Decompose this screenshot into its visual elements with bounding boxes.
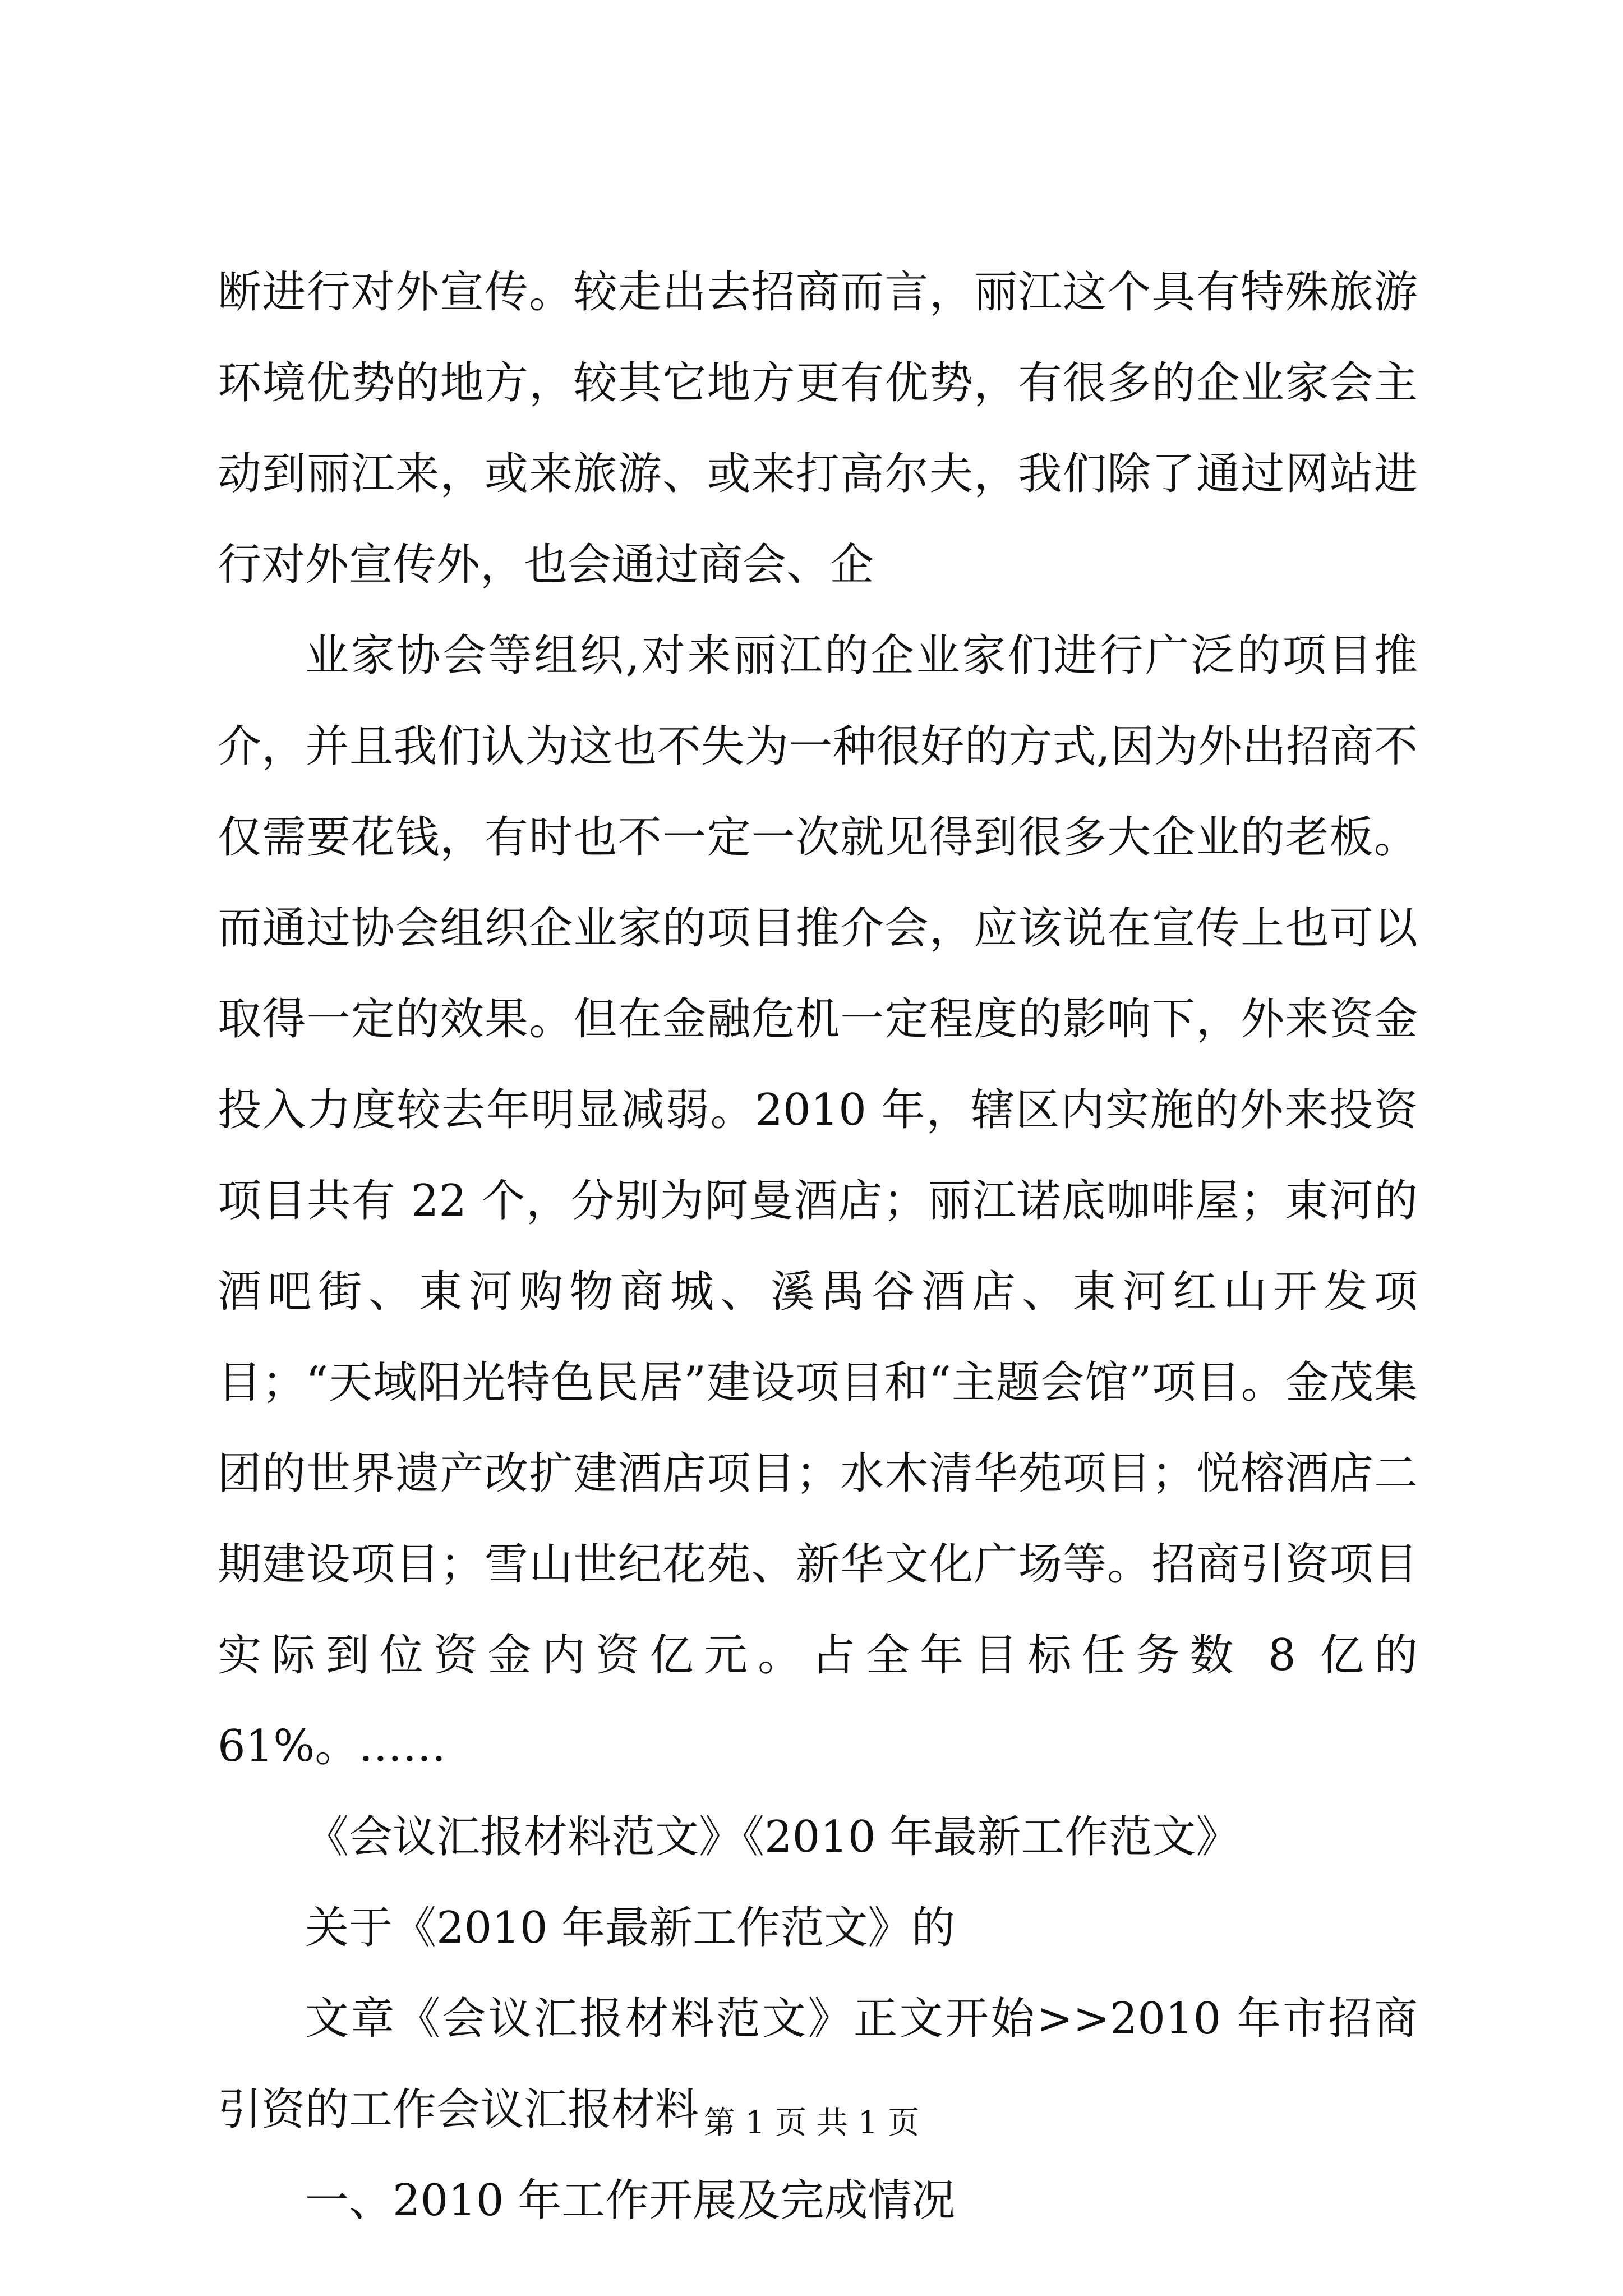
paragraph: 关于《2010 年最新工作范文》的 (305, 1903, 956, 1953)
section-heading: 一、2010 年工作开展及完成情况 (305, 2175, 956, 2226)
paragraph: 文章《会议汇报材料范文》正文开始>>2010 年市招商引资的工作会议汇报材料 (218, 1994, 1418, 2135)
paragraph: 《会议汇报材料范文》《2010 年最新工作范文》 (305, 1812, 1240, 1862)
document-body (218, 247, 1418, 2246)
paragraph: 断进行对外宣传。较走出去招商而言，丽江这个具有特殊旅游环境优势的地方，较其它地方更有优势，有很多的企业家会主动到丽江来，或来旅游、或来打高尔夫，我们除了通过网站进行对外宣传外，也会通过商会、企 (218, 267, 1418, 590)
paragraph: 业家协会等组织,对来丽江的企业家们进行广泛的项目推介，并且我们认为这也不失为一种很好的方式,因为外出招商不仅需要花钱，有时也不一定一次就见得到很多大企业的老板。而通过协会组织企业家的项目推介会，应该说在宣传上也可以取得一定的效果。但在金融危机一定程度的影响下，外来资金投入力度较去年明显减弱。2010 年，辖区内实施的外来投资项目共有 22 个，分别为阿曼酒店；丽江诺底咖啡屋；東河的酒吧街、東河购物商城、溪禺谷酒店、東河红山开发项目；“天域阳光特色民居”建设项目和“主题会馆”项目。金茂集团的世界遗产改扩建酒店项目；水木清华苑项目；悦榕酒店二期建设项目；雪山世纪花苑、新华文化广场等。招商引资项目实际到位资金内资亿元。占全年目标任务数 8 亿的 61%。…… (218, 631, 1418, 1772)
page-footer: 第 1 页 共 1 页 (703, 2105, 920, 2141)
